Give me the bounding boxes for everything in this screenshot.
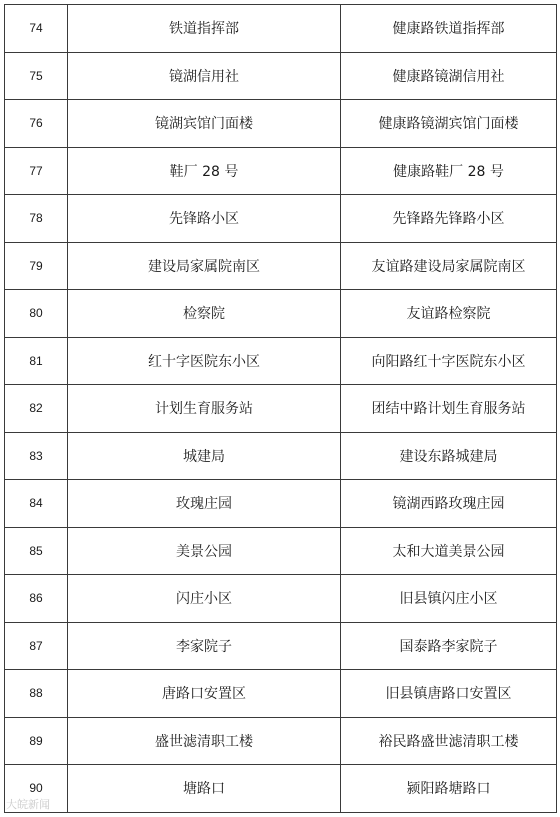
table-row [5, 337, 557, 385]
address-cell: 健康路镜湖信用社 [341, 52, 557, 100]
address-cell: 太和大道美景公园 [341, 527, 557, 575]
row-number-cell: 80 [5, 290, 68, 338]
address-cell: 健康路铁道指挥部 [341, 5, 557, 53]
table-row [5, 480, 557, 528]
site-name-cell: 唐路口安置区 [68, 670, 341, 718]
watermark: 大皖新闻 [6, 798, 50, 811]
row-number-cell: 75 [5, 52, 68, 100]
site-name-cell: 计划生育服务站 [68, 385, 341, 433]
row-number-cell: 78 [5, 195, 68, 243]
table-row [5, 622, 557, 670]
table-row [5, 290, 557, 338]
site-name-cell: 城建局 [68, 432, 341, 480]
row-number-cell: 82 [5, 385, 68, 433]
table-row [5, 147, 557, 195]
site-name-cell: 建设局家属院南区 [68, 242, 341, 290]
site-name-cell: 盛世滤清职工楼 [68, 717, 341, 765]
table-row [5, 242, 557, 290]
site-name-cell: 玫瑰庄园 [68, 480, 341, 528]
row-number-cell: 88 [5, 670, 68, 718]
row-number-cell: 84 [5, 480, 68, 528]
row-number-cell: 76 [5, 100, 68, 148]
table-row [5, 195, 557, 243]
site-name-cell: 镜湖信用社 [68, 52, 341, 100]
address-cell: 先锋路先锋路小区 [341, 195, 557, 243]
address-cell: 健康路鞋厂 28 号 [341, 147, 557, 195]
address-cell: 颍阳路塘路口 [341, 765, 557, 813]
site-name-cell: 铁道指挥部 [68, 5, 341, 53]
table-body [5, 5, 557, 813]
table-row [5, 432, 557, 480]
address-cell: 友谊路检察院 [341, 290, 557, 338]
address-cell: 镜湖西路玫瑰庄园 [341, 480, 557, 528]
address-cell: 友谊路建设局家属院南区 [341, 242, 557, 290]
site-name-cell: 检察院 [68, 290, 341, 338]
row-number-cell: 74 [5, 5, 68, 53]
site-name-cell: 闪庄小区 [68, 575, 341, 623]
site-name-cell: 鞋厂 28 号 [68, 147, 341, 195]
row-number-cell: 87 [5, 622, 68, 670]
table-row [5, 100, 557, 148]
row-number-cell: 77 [5, 147, 68, 195]
site-name-cell: 镜湖宾馆门面楼 [68, 100, 341, 148]
table-row [5, 52, 557, 100]
row-number-cell: 86 [5, 575, 68, 623]
row-number-cell: 83 [5, 432, 68, 480]
table-row [5, 670, 557, 718]
address-cell: 国泰路李家院子 [341, 622, 557, 670]
row-number-cell: 85 [5, 527, 68, 575]
site-name-cell: 先锋路小区 [68, 195, 341, 243]
site-name-cell: 红十字医院东小区 [68, 337, 341, 385]
table-row [5, 385, 557, 433]
address-cell: 向阳路红十字医院东小区 [341, 337, 557, 385]
row-number-cell: 81 [5, 337, 68, 385]
address-cell: 健康路镜湖宾馆门面楼 [341, 100, 557, 148]
row-number-cell: 90 [5, 765, 68, 813]
site-name-cell: 美景公园 [68, 527, 341, 575]
table-row [5, 5, 557, 53]
address-cell: 旧县镇唐路口安置区 [341, 670, 557, 718]
row-number-cell: 79 [5, 242, 68, 290]
table-row [5, 765, 557, 813]
table-row [5, 527, 557, 575]
site-name-cell: 李家院子 [68, 622, 341, 670]
table-row [5, 717, 557, 765]
address-cell: 建设东路城建局 [341, 432, 557, 480]
site-name-cell: 塘路口 [68, 765, 341, 813]
table-row [5, 575, 557, 623]
address-cell: 旧县镇闪庄小区 [341, 575, 557, 623]
address-table [4, 4, 557, 813]
row-number-cell: 89 [5, 717, 68, 765]
address-cell: 裕民路盛世滤清职工楼 [341, 717, 557, 765]
address-cell: 团结中路计划生育服务站 [341, 385, 557, 433]
